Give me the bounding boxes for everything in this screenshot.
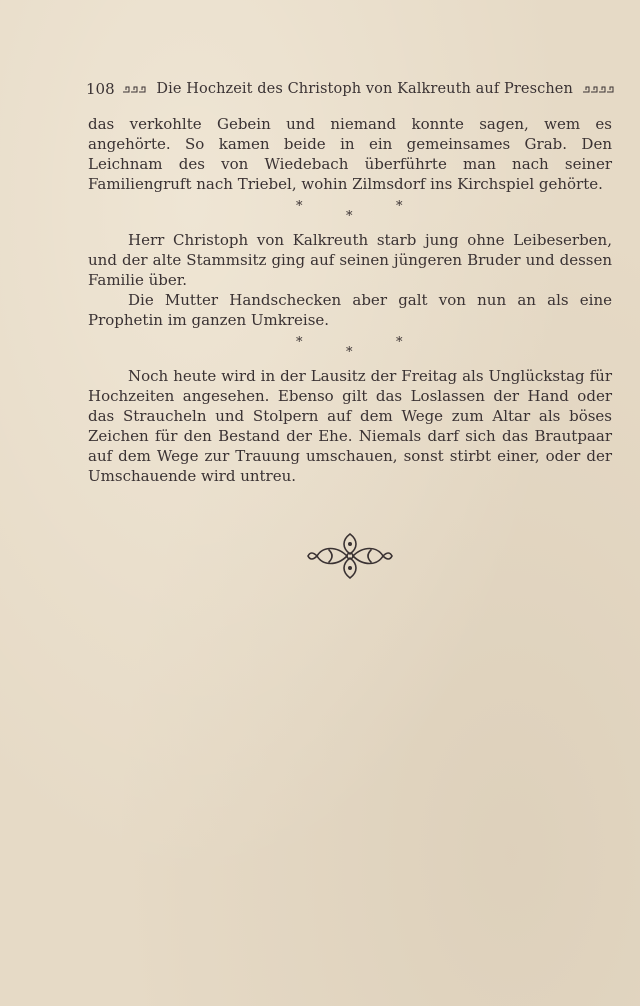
asterism-separator: [280, 336, 420, 358]
meander-border-icon: [583, 85, 614, 93]
paragraph: Herr Christoph von Kalkreuth starb jung ohne Leibeserben, und der alte Stammsitz ging auf seinen jüngeren Bruder und dessen Familie über.: [88, 231, 612, 289]
paragraph: Noch heute wird in der Lausitz der Freitag als Unglückstag für Hochzeiten angesehen. Ebenso gilt das Loslassen der Hand oder das Straucheln und Stolpern auf dem Wege zum Altar als böses Zeichen für den Bestand der Ehe. Niemals darf sich das Brautpaar auf dem Wege zur Trauung umschauen, sonst stirbt einer, oder der Umschauende wird untreu.: [88, 367, 612, 485]
asterism-star: *: [346, 345, 353, 360]
asterism-star: *: [396, 199, 403, 214]
text-block-1: [88, 114, 612, 194]
asterism-star: *: [346, 209, 353, 224]
page-number: 108: [86, 80, 115, 98]
asterism-star: *: [296, 335, 303, 350]
running-head-title: Die Hochzeit des Christoph von Kalkreuth auf Preschen: [156, 81, 573, 97]
text-block-2: [88, 230, 612, 330]
asterism-star: *: [296, 199, 303, 214]
running-head: [86, 77, 614, 101]
asterism-separator: [280, 200, 420, 222]
meander-border-icon: [123, 85, 147, 93]
asterism-star: *: [396, 335, 403, 350]
paragraph: Die Mutter Handschecken aber galt von nun an als eine Prophetin im ganzen Umkreise.: [88, 291, 612, 329]
floral-vignette-icon: [307, 530, 393, 582]
paragraph: das verkohlte Gebein und niemand konnte sagen, wem es angehörte. So kamen beide in ein gemeinsames Grab. Den Leichnam des von Wiedebach überführte man nach seiner Familiengruft nach Triebel, wohin Zilmsdorf ins Kirchspiel gehörte.: [88, 115, 612, 193]
text-block-3: [88, 366, 612, 486]
